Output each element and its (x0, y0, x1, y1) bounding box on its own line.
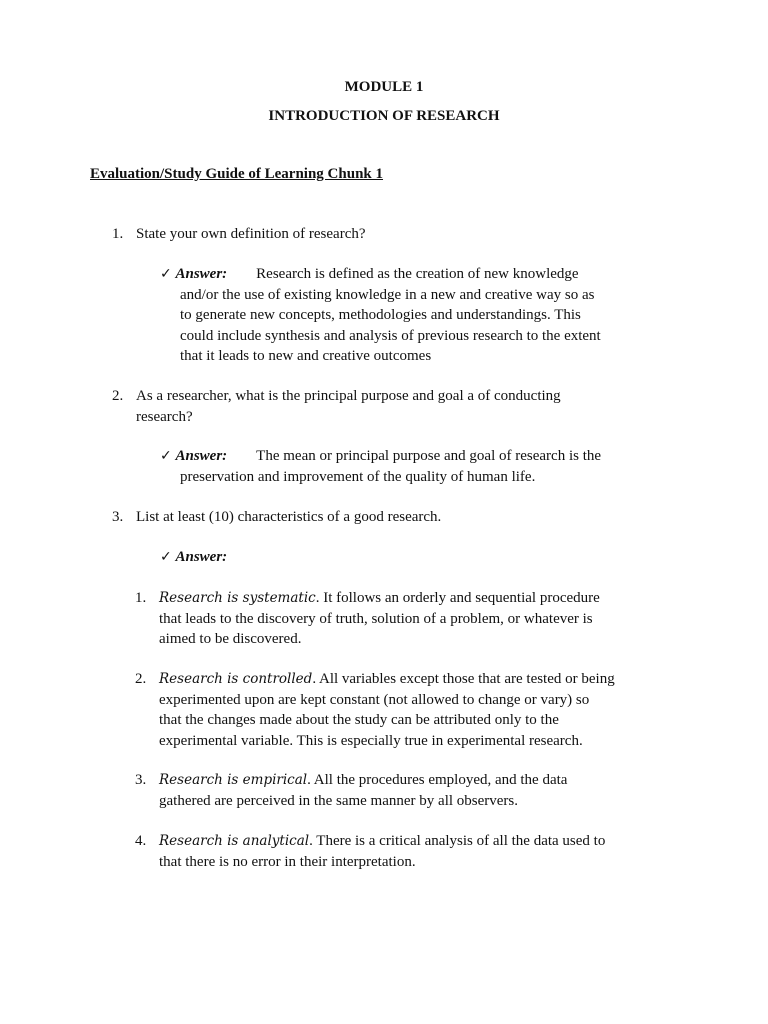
answer-1-continued (180, 285, 601, 367)
characteristic-body (159, 669, 615, 751)
characteristic-line: that the changes made about the study can be attributed only to the (159, 712, 559, 728)
question-line: State your own definition of research? (136, 226, 366, 242)
characteristic-number: 2. (135, 671, 147, 687)
answer-line: that it leads to new and creative outcomes (180, 348, 432, 364)
characteristic-number: 1. (135, 590, 147, 606)
study-guide-heading: Evaluation/Study Guide of Learning Chunk 1 (90, 166, 384, 182)
characteristic-text: . It follows an orderly and sequential procedure (315, 590, 600, 606)
answer-label: Answer: (175, 549, 228, 565)
characteristic-number: 3. (135, 772, 147, 788)
characteristic-body (159, 770, 567, 811)
question-number: 3. (112, 509, 124, 525)
characteristic-line: that there is no error in their interpretation. (159, 853, 416, 870)
characteristic-number: 4. (135, 833, 147, 849)
answer-line: Research is defined as the creation of new knowledge (256, 266, 579, 282)
characteristic-line: that leads to the discovery of truth, solution of a problem, or whatever is (159, 610, 593, 627)
checkmark-icon: ✓ (160, 448, 172, 464)
answer-2-continued (180, 467, 535, 488)
question-text (136, 224, 366, 245)
answer-2 (160, 446, 601, 467)
characteristic-term: Research is systematic (159, 590, 316, 606)
characteristic-text: . All variables except those that are tested or being (312, 671, 615, 687)
answer-line: could include synthesis and analysis of previous research to the extent (180, 327, 601, 344)
answer-line: and/or the use of existing knowledge in a new and creative way so as (180, 286, 595, 303)
answer-line: The mean or principal purpose and goal of research is the (256, 448, 602, 464)
answer-3 (160, 547, 227, 568)
question-text (136, 507, 441, 528)
answer-label: Answer: (175, 266, 228, 282)
question-number: 2. (112, 388, 124, 404)
answer-1 (160, 264, 579, 285)
question-number: 1. (112, 226, 124, 242)
question-line: research? (136, 408, 193, 425)
characteristic-line: experimented upon are kept constant (not allowed to change or vary) so (159, 691, 590, 708)
module-title: MODULE 1 (344, 79, 424, 95)
characteristic-term: Research is analytical (159, 833, 310, 849)
module-subtitle: INTRODUCTION OF RESEARCH (268, 108, 500, 124)
answer-line: preservation and improvement of the quality of human life. (180, 468, 536, 485)
characteristic-text: . All the procedures employed, and the data (307, 772, 568, 788)
characteristic-body (159, 831, 605, 872)
answer-label: Answer: (175, 448, 228, 464)
question-line: List at least (10) characteristics of a good research. (136, 509, 442, 525)
answer-first-line (160, 264, 579, 285)
characteristic-line: gathered are perceived in the same manner by all observers. (159, 792, 519, 809)
characteristic-body (159, 588, 600, 650)
characteristic-line: aimed to be discovered. (159, 631, 302, 647)
characteristic-line: experimental variable. This is especially true in experimental research. (159, 732, 583, 749)
question-text (136, 386, 561, 427)
characteristic-term: Research is controlled (159, 671, 313, 687)
answer-first-line (160, 446, 601, 467)
checkmark-icon: ✓ (160, 266, 172, 282)
answer-line: to generate new concepts, methodologies and understandings. This (180, 307, 581, 323)
characteristic-text: . There is a critical analysis of all the data used to (309, 833, 606, 849)
answer-first-line (160, 547, 227, 568)
characteristic-term: Research is empirical (159, 772, 308, 788)
question-line: As a researcher, what is the principal purpose and goal a of conducting (136, 388, 561, 404)
checkmark-icon: ✓ (160, 549, 172, 565)
